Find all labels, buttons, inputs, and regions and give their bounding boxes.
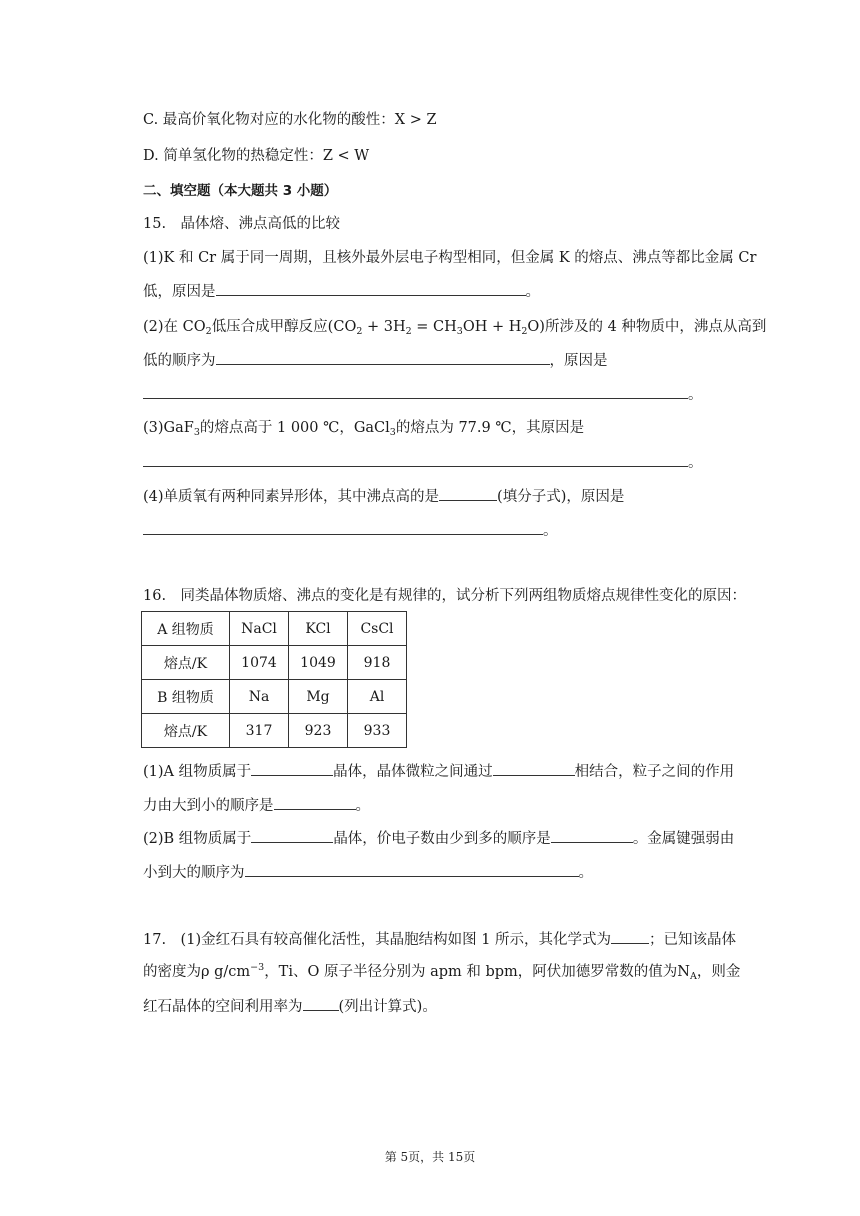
q16-p1-text: 晶体，晶体微粒之间通过 (333, 764, 493, 780)
q15-p3-text: (3)GaF (143, 420, 194, 436)
answer-blank[interactable] (143, 452, 688, 467)
q15-p2-text: (2)在 CO (143, 319, 206, 335)
q17-line2 (143, 962, 740, 982)
subscript: 3 (456, 326, 463, 337)
q15-p2-text: OH + H (462, 319, 522, 335)
q15-p3-line2 (143, 452, 703, 473)
table-cell: 熔点/K (142, 714, 230, 748)
q17-text: ，则金 (696, 964, 741, 980)
q15-p2-text: + 3H (362, 319, 406, 335)
answer-blank[interactable] (551, 828, 633, 843)
q15-title: 15. 晶体熔、沸点高低的比较 (143, 216, 341, 232)
q17-text: 17. (1)金红石具有较高催化活性，其晶胞结构如图 1 所示，其化学式为 (143, 932, 612, 948)
answer-blank[interactable] (303, 996, 339, 1011)
period: 。 (688, 387, 703, 403)
page-footer: 第 5页，共 15页 (384, 1150, 476, 1164)
table-cell: CsCl (348, 612, 407, 646)
q16-title: 16. 同类晶体物质熔、沸点的变化是有规律的，试分析下列两组物质熔点规律性变化的原因： (143, 588, 747, 604)
answer-blank[interactable] (216, 350, 550, 365)
answer-blank[interactable] (439, 486, 497, 501)
q17-text: ，Ti、O 原子半径分别为 apm 和 bpm，阿伏加德罗常数的值为N (264, 964, 690, 980)
q15-p1-text: 低，原因是 (143, 284, 216, 300)
table-cell: 933 (348, 714, 407, 748)
q15-p2-text: 低压合成甲醇反应(CO (211, 319, 357, 335)
q15-p3-line1 (143, 418, 584, 438)
subscript: A (690, 971, 697, 982)
subscript: 3 (193, 427, 200, 438)
q17-line3 (143, 996, 437, 1017)
superscript: −3 (250, 962, 265, 973)
section-heading: 二、填空题（本大题共 3 小题） (143, 183, 338, 199)
q15-p4-line2 (143, 520, 558, 541)
q15-p4-text: (4)单质氧有两种同素异形体，其中沸点高的是 (143, 489, 440, 505)
table-cell: Mg (289, 680, 348, 714)
q15-p1-line1: (1)K 和 Cr 属于同一周期，且核外最外层电子构型相同，但金属 K 的熔点、沸点等都比金属 Cr (143, 250, 757, 266)
answer-blank[interactable] (274, 795, 356, 810)
table-cell: 918 (348, 646, 407, 680)
option-c: C. 最高价氧化物对应的水化物的酸性：X > Z (143, 112, 437, 128)
table-row (142, 612, 407, 646)
q15-p2-text: 低的顺序为 (143, 353, 216, 369)
table-cell: NaCl (230, 612, 289, 646)
answer-blank[interactable] (493, 761, 575, 776)
option-d: D. 简单氢化物的热稳定性：Z < W (143, 148, 370, 164)
q15-p2-text: O)所涉及的 4 种物质中，沸点从高到 (527, 319, 767, 335)
table-cell: A 组物质 (142, 612, 230, 646)
q16-p1-line2 (143, 795, 370, 816)
period: 。 (543, 523, 558, 539)
subscript: 2 (521, 326, 528, 337)
answer-blank[interactable] (245, 862, 579, 877)
q15-p2-line2 (143, 350, 608, 371)
table-cell: Na (230, 680, 289, 714)
subscript: 3 (389, 427, 396, 438)
q17-line1 (143, 929, 736, 950)
period: 。 (578, 865, 593, 881)
q15-p1-line2 (143, 281, 540, 302)
q16-p1-text: (1)A 组物质属于 (143, 764, 252, 780)
answer-blank[interactable] (143, 520, 543, 535)
subscript: 2 (205, 326, 212, 337)
answer-blank[interactable] (251, 761, 333, 776)
q17-text: 红石晶体的空间利用率为 (143, 999, 303, 1015)
table-row (142, 714, 407, 748)
table-cell: 317 (230, 714, 289, 748)
q17-text: 的密度为ρ g/cm (143, 964, 251, 980)
q16-p2-text: 。金属键强弱由 (632, 831, 735, 847)
q16-p1-line1 (143, 761, 734, 782)
q15-p3-text: 的熔点高于 1 000 ℃，GaCl (199, 420, 390, 436)
q16-p2-line1 (143, 828, 734, 849)
period: 。 (525, 284, 540, 300)
q16-p2-text: (2)B 组物质属于 (143, 831, 252, 847)
answer-blank[interactable] (143, 384, 688, 399)
table-row (142, 646, 407, 680)
q16-p1-text: 力由大到小的顺序是 (143, 798, 274, 814)
q17-text: ；已知该晶体 (649, 932, 737, 948)
table-cell: 1049 (289, 646, 348, 680)
q15-p3-text: 的熔点为 77.9 ℃，其原因是 (395, 420, 585, 436)
q16-p2-line2 (143, 862, 593, 883)
q16-p2-text: 小到大的顺序为 (143, 865, 245, 881)
q16-p1-text: 相结合，粒子之间的作用 (574, 764, 735, 780)
q15-p2-line1 (143, 317, 766, 337)
q15-p4-line1 (143, 486, 624, 507)
answer-blank[interactable] (611, 929, 649, 944)
q15-p2-text: ，原因是 (549, 353, 608, 369)
table-cell: 熔点/K (142, 646, 230, 680)
q16-p2-text: 晶体，价电子数由少到多的顺序是 (333, 831, 551, 847)
period: 。 (688, 455, 703, 471)
table-cell: KCl (289, 612, 348, 646)
subscript: 2 (405, 326, 412, 337)
subscript: 2 (356, 326, 363, 337)
answer-blank[interactable] (216, 281, 526, 296)
table-cell: 923 (289, 714, 348, 748)
table-row (142, 680, 407, 714)
period: 。 (355, 798, 370, 814)
table-cell: B 组物质 (142, 680, 230, 714)
table-cell: 1074 (230, 646, 289, 680)
q15-p4-text: (填分子式)，原因是 (497, 489, 625, 505)
q15-p2-text: = CH (411, 319, 457, 335)
q17-text: (列出计算式)。 (338, 999, 437, 1015)
q15-p2-line3 (143, 384, 703, 405)
melting-point-table (141, 611, 407, 748)
table-cell: Al (348, 680, 407, 714)
answer-blank[interactable] (251, 828, 333, 843)
